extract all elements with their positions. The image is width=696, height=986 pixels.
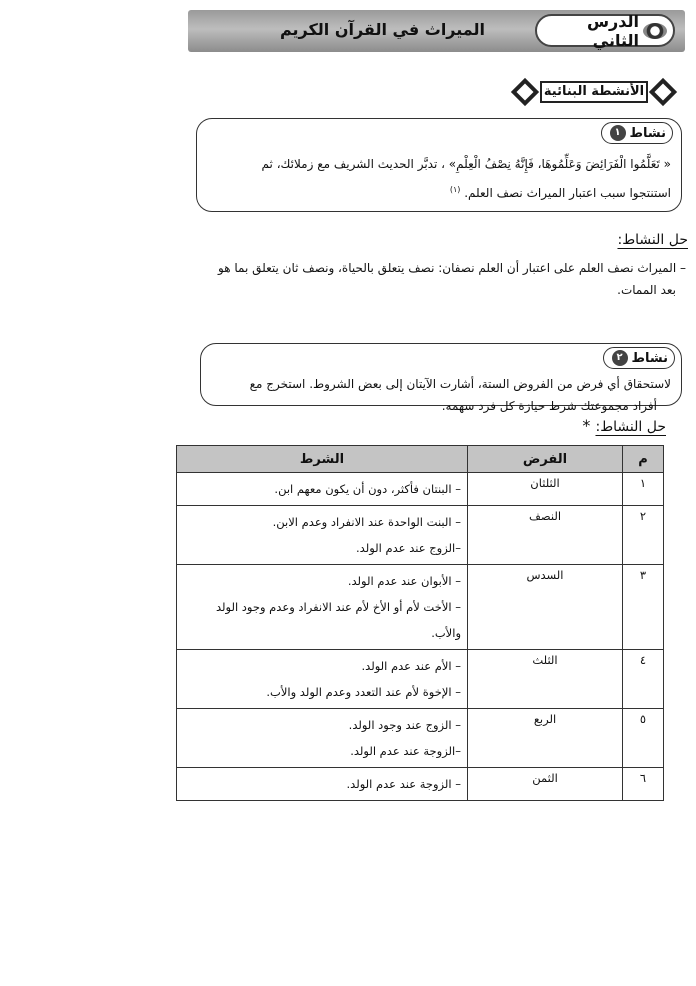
condition-line: – الإخوة لأم عند التعدد وعدم الولد والأب. bbox=[266, 685, 461, 699]
condition-line: – الأبوان عند عدم الولد. bbox=[347, 574, 461, 588]
row-conditions bbox=[177, 473, 468, 506]
table-row bbox=[177, 709, 664, 768]
condition-line: – الأم عند عدم الولد. bbox=[361, 659, 461, 673]
row-share: الثلثان bbox=[468, 473, 623, 506]
row-number: ٣ bbox=[623, 565, 664, 650]
table-header-row bbox=[177, 446, 664, 473]
row-conditions bbox=[177, 650, 468, 709]
header-num: م bbox=[623, 446, 664, 473]
row-number: ٥ bbox=[623, 709, 664, 768]
table-row bbox=[177, 506, 664, 565]
eye-ornament-icon bbox=[643, 23, 667, 39]
activity-2-number: ٢ bbox=[612, 350, 628, 366]
row-share: الثلث bbox=[468, 650, 623, 709]
activity-1-box bbox=[196, 118, 682, 212]
activity-1-tab bbox=[601, 122, 674, 144]
activity-2-tab-label: نشاط bbox=[631, 350, 668, 366]
row-share: السدس bbox=[468, 565, 623, 650]
lesson-title: الميراث في القرآن الكريم bbox=[279, 20, 485, 39]
solution-1-title: حل النشاط: bbox=[617, 232, 688, 248]
lesson-header-band bbox=[188, 10, 685, 52]
row-number: ١ bbox=[623, 473, 664, 506]
activity-1-footnote: (١) bbox=[449, 185, 461, 194]
table-row bbox=[177, 650, 664, 709]
table-row bbox=[177, 473, 664, 506]
activity-2-line-2: أفراد مجموعتك شرط حيازة كل فرد سهمه. bbox=[441, 399, 657, 413]
row-number: ٢ bbox=[623, 506, 664, 565]
table-body bbox=[177, 473, 664, 801]
ornament-right-icon bbox=[648, 77, 678, 107]
solution-2-heading bbox=[582, 416, 666, 435]
condition-line: – الزوجة عند عدم الولد. bbox=[346, 777, 461, 791]
row-conditions bbox=[177, 709, 468, 768]
condition-line: – الأخت لأم أو الأخ لأم عند الانفراد وعدم وجود الولد والأب. bbox=[215, 600, 461, 640]
row-share: الثمن bbox=[468, 768, 623, 801]
solution-2-title: حل النشاط: bbox=[595, 419, 666, 435]
section-badge-label: الأنشطة البنائية bbox=[540, 81, 648, 103]
table-row bbox=[177, 565, 664, 650]
solution-1-line-1: – الميراث نصف العلم على اعتبار أن العلم نصفان: نصف يتعلق بالحياة، ونصف ثان يتعلق بما هو bbox=[218, 261, 686, 275]
ornament-left-icon bbox=[510, 77, 540, 107]
condition-line: –الزوج عند عدم الولد. bbox=[356, 541, 461, 555]
activity-2-box bbox=[200, 343, 682, 413]
row-conditions bbox=[177, 768, 468, 801]
header-condition: الشرط bbox=[177, 446, 468, 473]
shares-table bbox=[176, 445, 664, 801]
activity-2-text bbox=[211, 373, 671, 417]
row-share: النصف bbox=[468, 506, 623, 565]
activity-1-text bbox=[205, 151, 671, 206]
row-number: ٤ bbox=[623, 650, 664, 709]
condition-line: – البنت الواحدة عند الانفراد وعدم الابن. bbox=[272, 515, 461, 529]
solution-2-marker: * bbox=[582, 416, 591, 435]
row-number: ٦ bbox=[623, 768, 664, 801]
row-share: الربع bbox=[468, 709, 623, 768]
table-row bbox=[177, 768, 664, 801]
header-share: الفرض bbox=[468, 446, 623, 473]
activity-1-line-2: استنتجوا سبب اعتبار الميراث نصف العلم. $^{(١)}$ bbox=[449, 185, 671, 200]
condition-line: – الزوج عند وجود الولد. bbox=[348, 718, 461, 732]
activity-2-tab bbox=[603, 347, 676, 369]
activity-1-number: ١ bbox=[610, 125, 626, 141]
solution-1-text bbox=[186, 257, 686, 301]
solution-1-line-2: بعد الممات. bbox=[617, 283, 676, 297]
condition-line: –الزوجة عند عدم الولد. bbox=[350, 744, 461, 758]
row-conditions bbox=[177, 506, 468, 565]
activity-2-line-1: لاستحقاق أي فرض من الفروض الستة، أشارت الآيتان إلى بعض الشروط. استخرج مع bbox=[249, 377, 671, 391]
condition-line: – البنتان فأكثر، دون أن يكون معهم ابن. bbox=[274, 482, 461, 496]
lesson-label: الدرس الثاني bbox=[586, 11, 639, 50]
row-conditions bbox=[177, 565, 468, 650]
activity-1-tab-label: نشاط bbox=[629, 125, 666, 141]
section-badge bbox=[510, 73, 680, 113]
activity-1-line-1: « تَعَلَّمُوا الْفَرَائِضَ وَعَلِّمُوهَا، فَإِنَّهُ نِصْفُ الْعِلْمِ» ، تدبَّر الحديث الشريف مع زملائك، ثم bbox=[261, 157, 671, 171]
lesson-label-tab bbox=[535, 11, 675, 50]
